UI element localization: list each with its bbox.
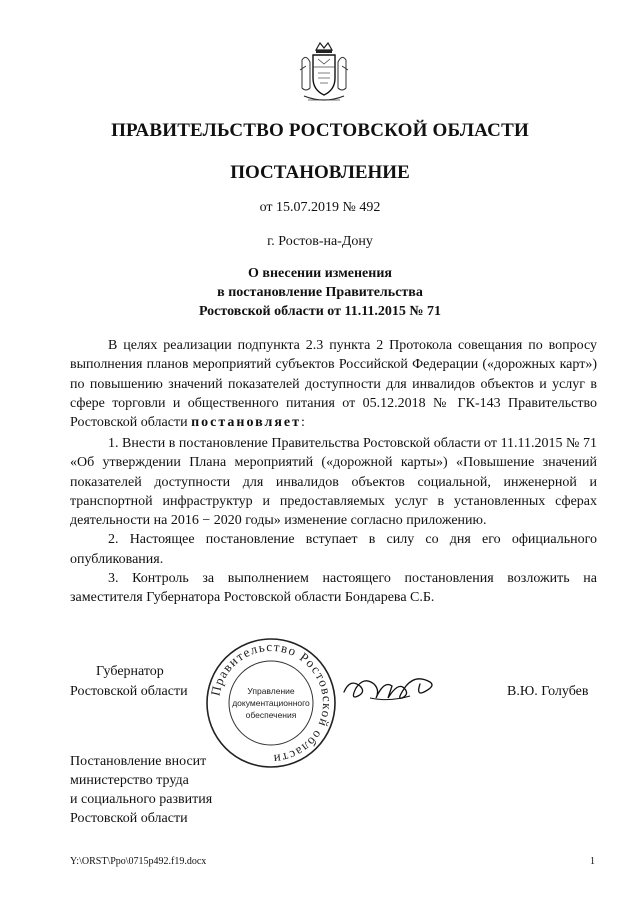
document-type: ПОСТАНОВЛЕНИЕ — [230, 162, 410, 183]
decree-item-3: 3. Контроль за выполнением настоящего постановления возложить на заместителя Губернатора Ростовской области Бондарева С.Б. — [70, 571, 597, 606]
preamble-paragraph — [70, 336, 597, 432]
subject-line: в постановление Правительства — [217, 285, 423, 300]
document-subject — [0, 264, 640, 321]
subject-line: О внесении изменения — [248, 266, 392, 281]
handwritten-signature — [340, 668, 450, 708]
stamp-line: Управление — [247, 686, 295, 696]
document-date-number: от 15.07.2019 № 492 — [259, 200, 381, 215]
signatory-region: Ростовской области — [70, 684, 188, 699]
document-city: г. Ростов-на-Дону — [267, 234, 373, 249]
decree-word: постановляет — [191, 415, 302, 431]
organization-title: ПРАВИТЕЛЬСТВО РОСТОВСКОЙ ОБЛАСТИ — [111, 120, 529, 141]
rostov-oblast-coat-of-arms-icon — [296, 40, 352, 106]
decree-items — [70, 434, 597, 608]
introduced-line: Постановление вносит — [70, 754, 207, 769]
decree-item-1: 1. Внести в постановление Правительства Ростовской области от 11.11.2015 № 71 «Об утверждении Плана мероприятий («дорожной карты») «Повышение значений показателей доступности для инвалидов объектов социальной, инженерной и транспортной инфраструктур и предоставляемых услуг в установленных сферах деятельности на 2016 − 2020 годы» изменение согласно приложению. — [70, 436, 597, 529]
introduced-by-block — [70, 752, 212, 828]
signatory-title: Губернатор — [96, 664, 164, 679]
introduced-line: и социального развития — [70, 792, 213, 807]
introduced-line: Ростовской области — [70, 811, 188, 826]
decree-item-2: 2. Настоящее постановление вступает в силу со дня его официального опубликования. — [70, 532, 597, 567]
preamble-colon: : — [301, 415, 305, 431]
introduced-line: министерство труда — [70, 773, 189, 788]
signatory-name: В.Ю. Голубев — [507, 684, 589, 699]
official-stamp — [204, 636, 338, 770]
file-path: Y:\ORST\Ppo\0715p492.f19.docx — [70, 856, 207, 867]
subject-line: Ростовской области от 11.11.2015 № 71 — [198, 304, 442, 319]
stamp-line: документационного — [232, 698, 310, 708]
stamp-ring-text: Правительство Ростовской области — [207, 638, 336, 768]
preamble-text: В целях реализации подпункта 2.3 пункта 2 Протокола совещания по вопросу выполнения планов мероприятий субъектов Российской Федерации («дорожных карт») по повышению значений показателей доступности для инвалидов объектов и услуг в сфере торговли и общественного питания от 05.12.2018 № ГК-143 Правительство Ростовской области — [70, 338, 597, 431]
page-number: 1 — [590, 856, 595, 867]
stamp-line: обеспечения — [245, 710, 297, 720]
